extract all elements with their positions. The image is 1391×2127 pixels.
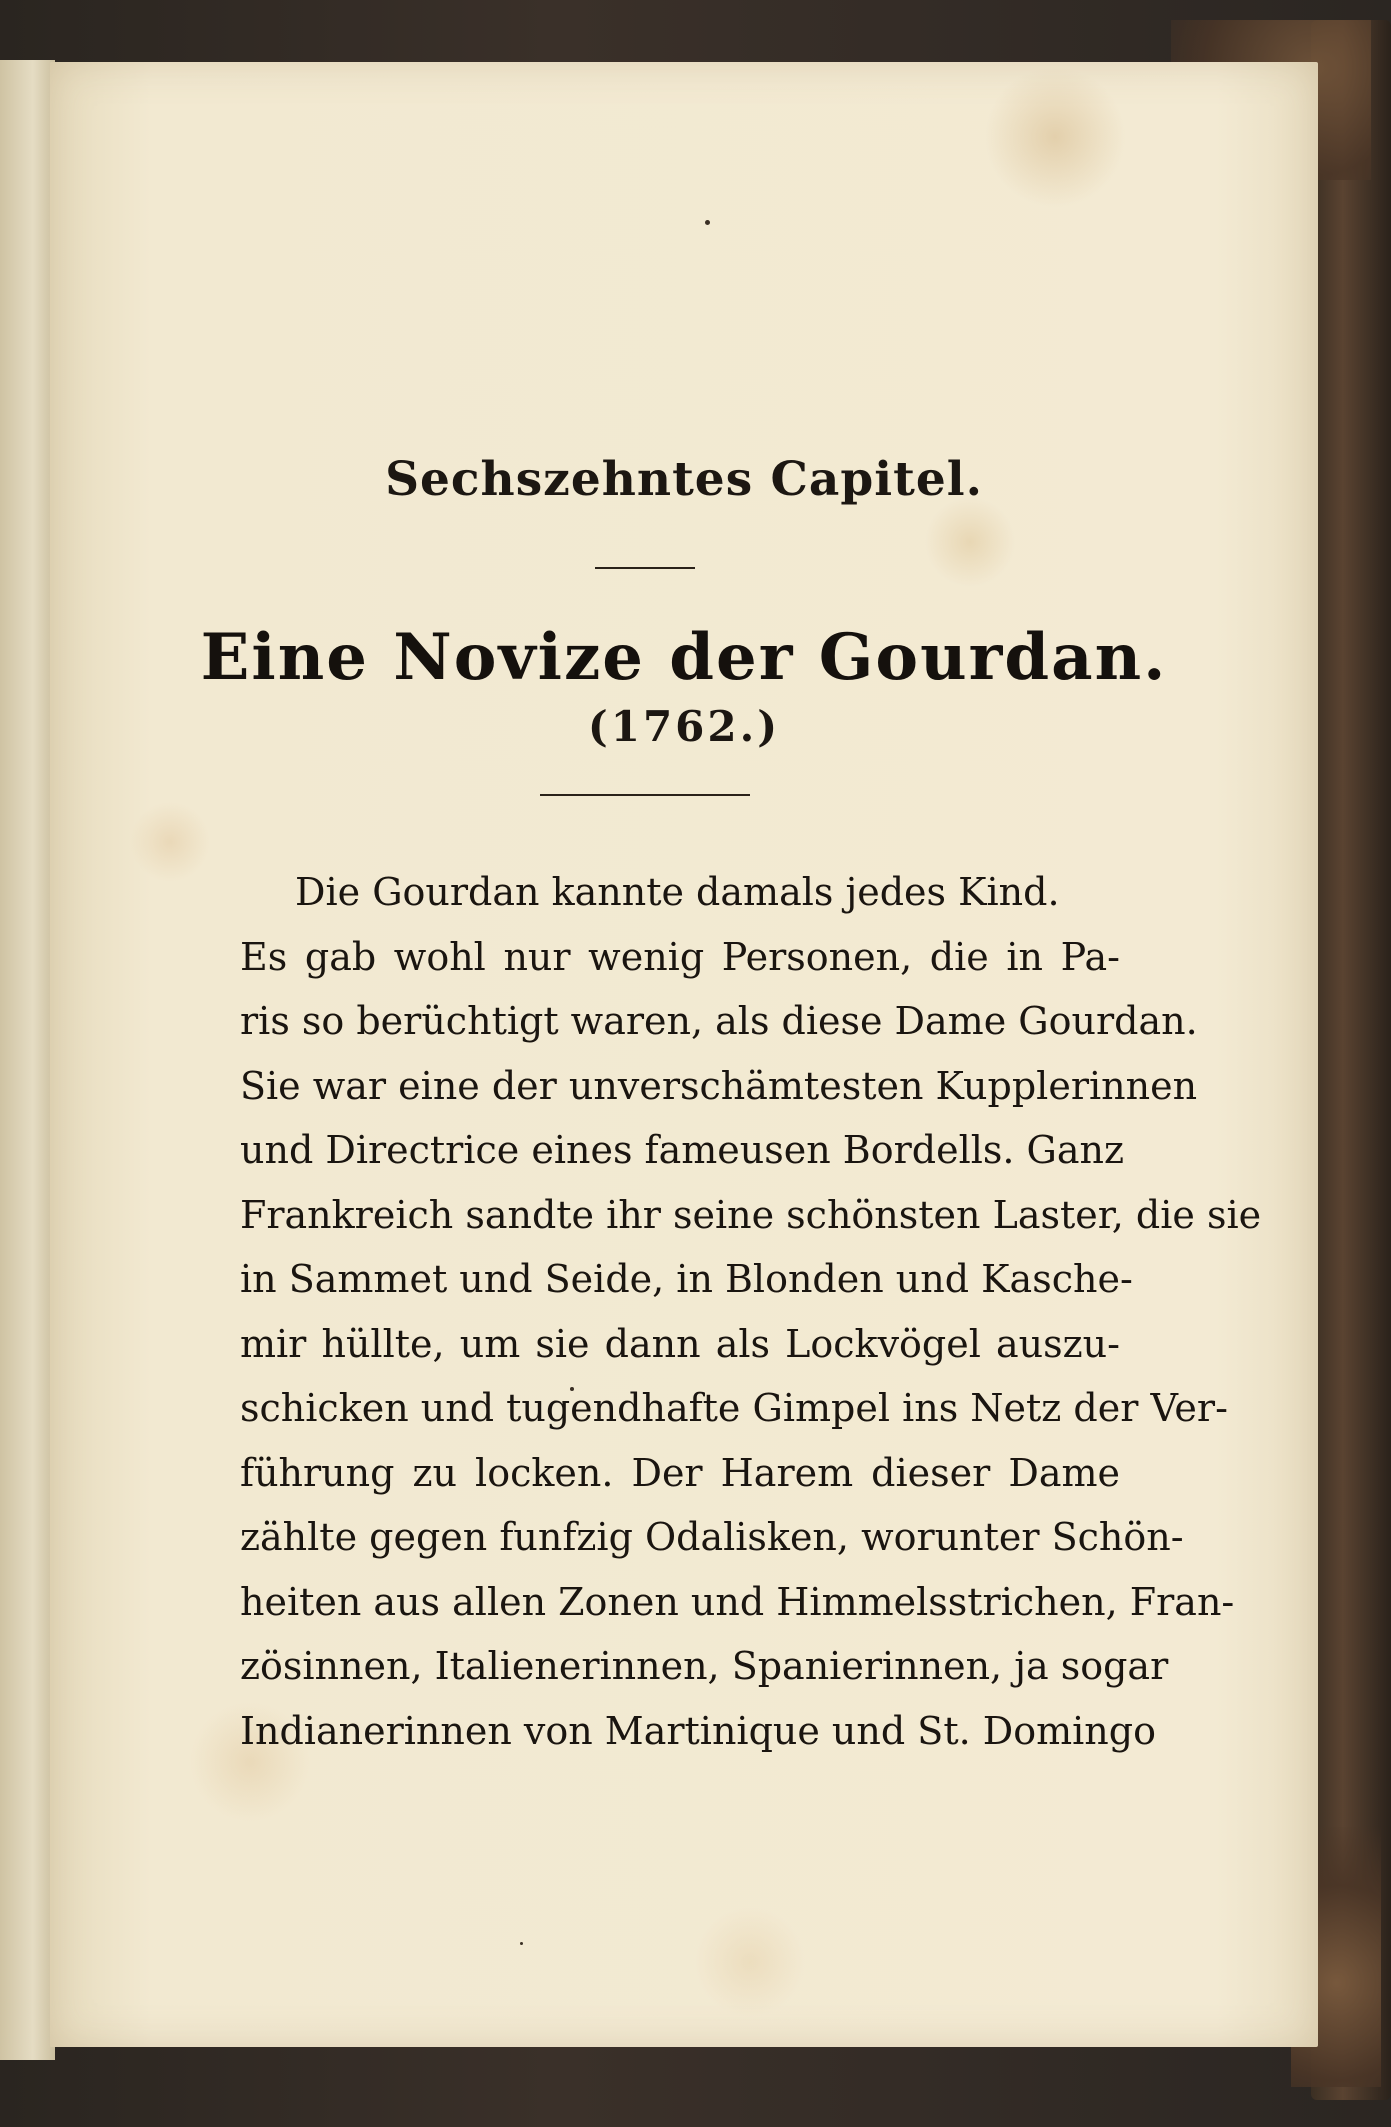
text-line: Es gab wohl nur wenig Personen, die in Pa- — [240, 934, 1120, 979]
text-line: Indianerinnen von Martinique und St. Domingo — [240, 1708, 1156, 1753]
text-line: heiten aus allen Zonen und Himmelsstrichen, Fran- — [240, 1579, 1235, 1624]
text-line: in Sammet und Seide, in Blonden und Kasche- — [240, 1257, 1133, 1301]
text-line: Frankreich sandte ihr seine schönsten Laster, die sie — [240, 1192, 1262, 1237]
chapter-title: Eine Novize der Gourdan. — [200, 620, 1168, 695]
text-line: ris so berüchtigt waren, als diese Dame Gourdan. — [240, 999, 1198, 1043]
book-cover-edge — [1311, 20, 1391, 2100]
text-line: führung zu locken. Der Harem dieser Dame — [240, 1450, 1120, 1495]
heading-divider — [595, 567, 695, 569]
chapter-heading: Sechszehntes Capitel. — [385, 452, 983, 507]
text-line: zösinnen, Italienerinnen, Spanierinnen, ja sogar — [240, 1644, 1169, 1688]
paper-speck — [705, 220, 710, 225]
previous-page-edge — [0, 60, 55, 2060]
chapter-year: (1762.) — [587, 702, 781, 751]
text-line: Sie war eine der unverschämtesten Kupplerinnen — [240, 1063, 1198, 1108]
text-line: Die Gourdan kannte damals jedes Kind. — [295, 870, 1060, 914]
text-line: mir hüllte, um sie dann als Lockvögel auszu- — [240, 1321, 1120, 1366]
text-line: schicken und tugendhafte Gimpel ins Netz der Ver- — [240, 1386, 1228, 1430]
paper-speck — [520, 1942, 523, 1945]
body-text — [240, 860, 1262, 1763]
title-divider — [540, 794, 750, 796]
text-line: und Directrice eines fameusen Bordells. Ganz — [240, 1128, 1125, 1172]
text-line: zählte gegen funfzig Odalisken, worunter Schön- — [240, 1515, 1184, 1559]
book-page — [50, 62, 1318, 2047]
